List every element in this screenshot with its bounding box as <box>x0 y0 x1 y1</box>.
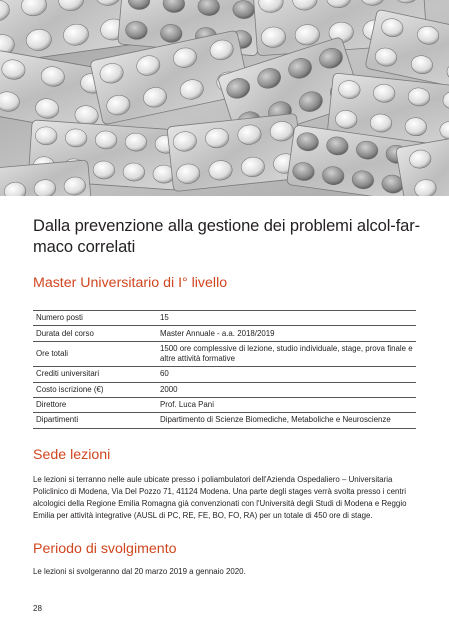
row-value: Dipartimento di Scienze Biomediche, Metaboliche e Neuroscienze <box>157 413 416 428</box>
row-value: 2000 <box>157 382 416 397</box>
row-value: 60 <box>157 367 416 382</box>
table-row <box>33 382 416 397</box>
table-row <box>33 367 416 382</box>
master-level-subtitle: Master Universitario di I° livello <box>33 275 228 291</box>
periodo-heading: Periodo di svolgimento <box>33 541 177 557</box>
table-row <box>33 326 416 341</box>
title-line-1: Dalla prevenzione alla gestione dei problemi alcol-far- <box>33 217 421 235</box>
row-value: Prof. Luca Pani <box>157 397 416 412</box>
row-label: Costo iscrizione (€) <box>33 382 157 397</box>
table-row <box>33 413 416 428</box>
hero-image <box>0 0 449 196</box>
pill-blister-photo <box>0 0 449 196</box>
row-value: 15 <box>157 311 416 326</box>
row-label: Dipartimenti <box>33 413 157 428</box>
table-row <box>33 397 416 412</box>
sede-text: Le lezioni si terranno nelle aule ubicate presso i poliambulatori dell'Azienda Ospedaliero – Universitaria Policlinico di Modena, Via Del Pozzo 71, 41124 Modena. Una parte degli stages verrà svolta presso i centri alcologici della Regione Emilia Romagna già convenzionati con l'Università degli Studi di Modena e Reggio Emilia per attività integrative (AUSL di PC, RE, FE, BO, FO, RA) per un totale di 450 ore di stage. <box>33 475 407 520</box>
row-label: Ore totali <box>33 341 157 366</box>
row-label: Direttore <box>33 397 157 412</box>
row-label: Crediti universitari <box>33 367 157 382</box>
title-line-2: maco correlati <box>33 238 136 256</box>
row-value: 1500 ore complessive di lezione, studio individuale, stage, prova finale e altre attività formative <box>157 341 416 366</box>
row-label: Durata del corso <box>33 326 157 341</box>
sede-heading: Sede lezioni <box>33 447 111 463</box>
page-number: 28 <box>33 604 42 613</box>
row-label: Numero posti <box>33 311 157 326</box>
row-value: Master Annuale - a.a. 2018/2019 <box>157 326 416 341</box>
periodo-text: Le lezioni si svolgeranno dal 20 marzo 2019 a gennaio 2020. <box>33 567 246 576</box>
table-row <box>33 311 416 326</box>
document-title <box>33 216 423 258</box>
course-info-table <box>33 310 416 429</box>
table-row <box>33 341 416 366</box>
